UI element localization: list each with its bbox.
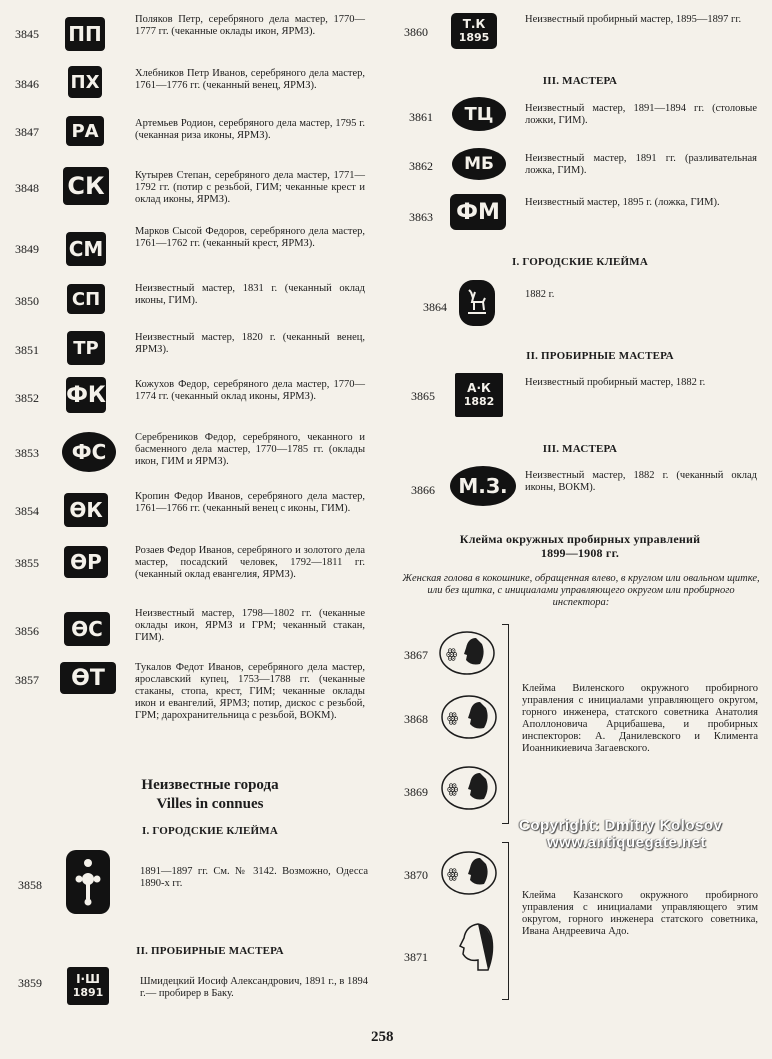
hallmark-stamp: ТЦ xyxy=(452,97,506,131)
page-number: 258 xyxy=(371,1029,394,1045)
hallmark-stamp: ѲР xyxy=(64,546,108,578)
city-hallmark-stamp xyxy=(459,280,495,326)
entry-description: Неизвестный мастер, 1895 г. (ложка, ГИМ). xyxy=(525,197,720,208)
entry-number: 3870 xyxy=(404,868,428,882)
entry-number: 3869 xyxy=(404,785,428,799)
entry-number: 3862 xyxy=(409,159,433,173)
entry-number: 3858 xyxy=(18,878,42,892)
hallmark-stamp: ПХ xyxy=(68,66,102,98)
svg-text:ꙮ: ꙮ xyxy=(447,782,459,797)
hallmark-stamp: РА xyxy=(66,116,104,146)
subsection-heading: I. ГОРОДСКИЕ КЛЕЙМА xyxy=(511,256,649,268)
copyright-watermark xyxy=(519,817,722,851)
hallmark-stamp: МБ xyxy=(452,148,506,180)
entry-description: 1882 г. xyxy=(525,289,555,300)
hallmark-stamp: ѲТ xyxy=(60,662,116,694)
entry-number: 3846 xyxy=(15,77,39,91)
entry-description: Артемьев Родион, серебряного дела мастер, 1795 г. (чеканная риза иконы, ЯРМЗ). xyxy=(135,118,365,141)
female-head-medallion-icon xyxy=(440,765,498,811)
entry-number: 3861 xyxy=(409,110,433,124)
entry-number: 3865 xyxy=(411,389,435,403)
hallmark-stamp: ФС xyxy=(62,432,116,472)
entry-number: 3845 xyxy=(15,27,39,41)
deer-icon xyxy=(465,288,489,318)
entry-description: Кропин Федор Иванов, серебряного дела мастер, 1761—1766 гг. (чеканный венец с иконы, ГИМ). xyxy=(135,491,365,514)
entry-number: 3852 xyxy=(15,391,39,405)
entry-number: 3847 xyxy=(15,125,39,139)
subsection-heading: I. ГОРОДСКИЕ КЛЕЙМА xyxy=(141,825,279,837)
entry-description: Неизвестный пробирный мастер, 1895—1897 гг. xyxy=(525,14,742,25)
entry-description: Розаев Федор Иванов, серебряного и золотого дела мастер, посадский человек, 1792—1811 гг. (чеканный оклад евангелия, ЯРМЗ). xyxy=(135,545,365,580)
entry-number: 3867 xyxy=(404,648,428,662)
entry-number: 3850 xyxy=(15,294,39,308)
hallmark-stamp: СМ xyxy=(66,232,106,266)
group-brace xyxy=(502,842,509,1000)
entry-description: Кожухов Федор, серебряного дела мастер, 1770—1774 гг. (чеканный оклад иконы, ЯРМЗ). xyxy=(135,379,365,402)
entry-description: Неизвестный пробирный мастер, 1882 г. xyxy=(525,377,706,388)
section-title-ru: Неизвестные города xyxy=(141,777,279,793)
entry-description: Клейма Виленского окружного пробирного управления с инициалами управляющего округом, горного инженера, статского советника Анатолия Аполлоновича Арцибашева, и пробирных инспекторов: А. Данилевского и Климента Иоанникиевича Загаевского. xyxy=(522,683,758,754)
stamp-year: 1895 xyxy=(458,31,490,44)
hallmark-stamp: ѲК xyxy=(64,493,108,527)
stamp-year: 1882 xyxy=(463,395,495,408)
section-title-fr: Villes in connues xyxy=(156,796,264,812)
entry-description: Неизвестный мастер, 1798—1802 гг. (чеканные оклады икон, ЯРМЗ и ГРМ; чеканный стакан, ГИМ). xyxy=(135,608,365,643)
entry-number: 3859 xyxy=(18,976,42,990)
entry-number: 3851 xyxy=(15,343,39,357)
subsection-heading: III. МАСТЕРА xyxy=(542,443,618,455)
district-title: Клейма окружных пробирных управлений xyxy=(459,532,701,546)
stamp-initials: І·Ш xyxy=(76,972,100,986)
entry-number: 3854 xyxy=(15,504,39,518)
entry-description: Серебреников Федор, серебряного, чеканного и басменного дела мастер, 1770—1785 гг. (оклады икон, ГИМ и ЯРМЗ). xyxy=(135,432,365,467)
stamp-initials: Т.К xyxy=(462,17,486,31)
female-head-medallion-icon xyxy=(440,694,498,740)
watermark-line: Copyright: Dmitry Kolosov xyxy=(519,817,723,834)
entry-number: 3868 xyxy=(404,712,428,726)
entry-number: 3856 xyxy=(15,624,39,638)
subsection-heading: II. ПРОБИРНЫЕ МАСТЕРА xyxy=(526,350,674,362)
entry-number: 3853 xyxy=(15,446,39,460)
entry-number: 3848 xyxy=(15,181,39,195)
entry-number: 3863 xyxy=(409,210,433,224)
entry-description: Шмидецкий Иосиф Александрович, 1891 г., в 1894 г.— пробирер в Баку. xyxy=(140,976,368,999)
group-brace xyxy=(502,624,509,824)
subsection-heading: III. МАСТЕРА xyxy=(542,75,618,87)
assay-hallmark-stamp xyxy=(455,373,503,417)
svg-text:ꙮ: ꙮ xyxy=(447,711,459,726)
entry-number: 3860 xyxy=(404,25,428,39)
stamp-year: 1891 xyxy=(72,986,104,999)
city-hallmark-stamp xyxy=(66,850,110,914)
entry-number: 3855 xyxy=(15,556,39,570)
subsection-heading: II. ПРОБИРНЫЕ МАСТЕРА xyxy=(136,945,284,957)
hallmark-stamp: ФК xyxy=(66,377,106,413)
entry-description: Тукалов Федот Иванов, серебряного дела мастер, ярославский купец, 1753—1788 гг. (чеканные стаканы, стопа, крест, ГИМ; чеканные оклады икон и евангелий, ЯРМЗ; потир, дискос с резьбой, ГРМ; дарохранительница с резьбой, ВОКМ). xyxy=(135,662,365,721)
stamp-initials: А·К xyxy=(467,381,491,395)
svg-text:ꙮ: ꙮ xyxy=(446,647,458,662)
svg-text:ꙮ: ꙮ xyxy=(447,867,459,882)
entry-description: Поляков Петр, серебряного дела мастер, 1770—1777 гг. (чеканные оклады икон, ЯРМЗ). xyxy=(135,14,365,37)
entry-description: Неизвестный мастер, 1891 гг. (разливательная ложка, ГИМ). xyxy=(525,153,757,176)
assay-hallmark-stamp xyxy=(451,13,497,49)
entry-description: 1891—1897 гг. См. № 3142. Возможно, Одесса 1890-х гг. xyxy=(140,866,368,889)
entry-number: 3871 xyxy=(404,950,428,964)
hallmark-stamp: СП xyxy=(67,284,105,314)
entry-description: Неизвестный мастер, 1831 г. (чеканный оклад иконы, ГИМ). xyxy=(135,283,365,306)
female-head-medallion-icon xyxy=(438,630,496,676)
entry-number: 3864 xyxy=(423,300,447,314)
entry-description: Марков Сысой Федоров, серебряного дела мастер, 1761—1762 гг. (чеканный крест, ЯРМЗ). xyxy=(135,226,365,249)
hallmark-stamp: СК xyxy=(63,167,109,205)
hallmark-stamp: ФМ xyxy=(450,194,506,230)
district-note: Женская голова в кокошнике, обращенная влево, в круглом или овальном щитке, или без щитка, с инициалами управляющего округом или пробирного инспектора: xyxy=(402,573,760,608)
district-heading xyxy=(400,532,760,560)
entry-description: Хлебников Петр Иванов, серебряного дела мастер, 1761—1776 гг. (чеканный венец, ЯРМЗ). xyxy=(135,68,365,91)
entry-description: Неизвестный мастер, 1882 г. (чеканный оклад иконы, ВОКМ). xyxy=(525,470,757,493)
entry-number: 3857 xyxy=(15,673,39,687)
entry-number: 3849 xyxy=(15,242,39,256)
section-title xyxy=(60,776,360,814)
entry-description: Неизвестный мастер, 1820 г. (чеканный венец, ЯРМЗ). xyxy=(135,332,365,355)
city-symbol-icon xyxy=(75,857,101,907)
district-years: 1899—1908 гг. xyxy=(540,546,620,560)
hallmark-stamp: ѲС xyxy=(64,612,110,646)
female-head-icon xyxy=(448,918,498,974)
female-head-medallion-icon xyxy=(440,850,498,896)
entry-number: 3866 xyxy=(411,483,435,497)
hallmark-stamp: М.З. xyxy=(450,466,516,506)
entry-description: Кутырев Степан, серебряного дела мастер, 1771—1792 гг. (потир с резьбой, ГИМ; чеканные крест и оклад иконы, ЯРМЗ). xyxy=(135,170,365,205)
assay-hallmark-stamp xyxy=(67,967,109,1005)
hallmark-stamp: ТР xyxy=(67,331,105,365)
watermark-line: www.antiquegate.net xyxy=(547,834,706,851)
entry-description: Клейма Казанского окружного пробирного управления с инициалами управляющего этим округом, горного инженера статского советника, Ивана Андреевича Адо. xyxy=(522,890,758,937)
entry-description: Неизвестный мастер, 1891—1894 гг. (столовые ложки, ГИМ). xyxy=(525,103,757,126)
hallmark-stamp: ПП xyxy=(65,17,105,51)
